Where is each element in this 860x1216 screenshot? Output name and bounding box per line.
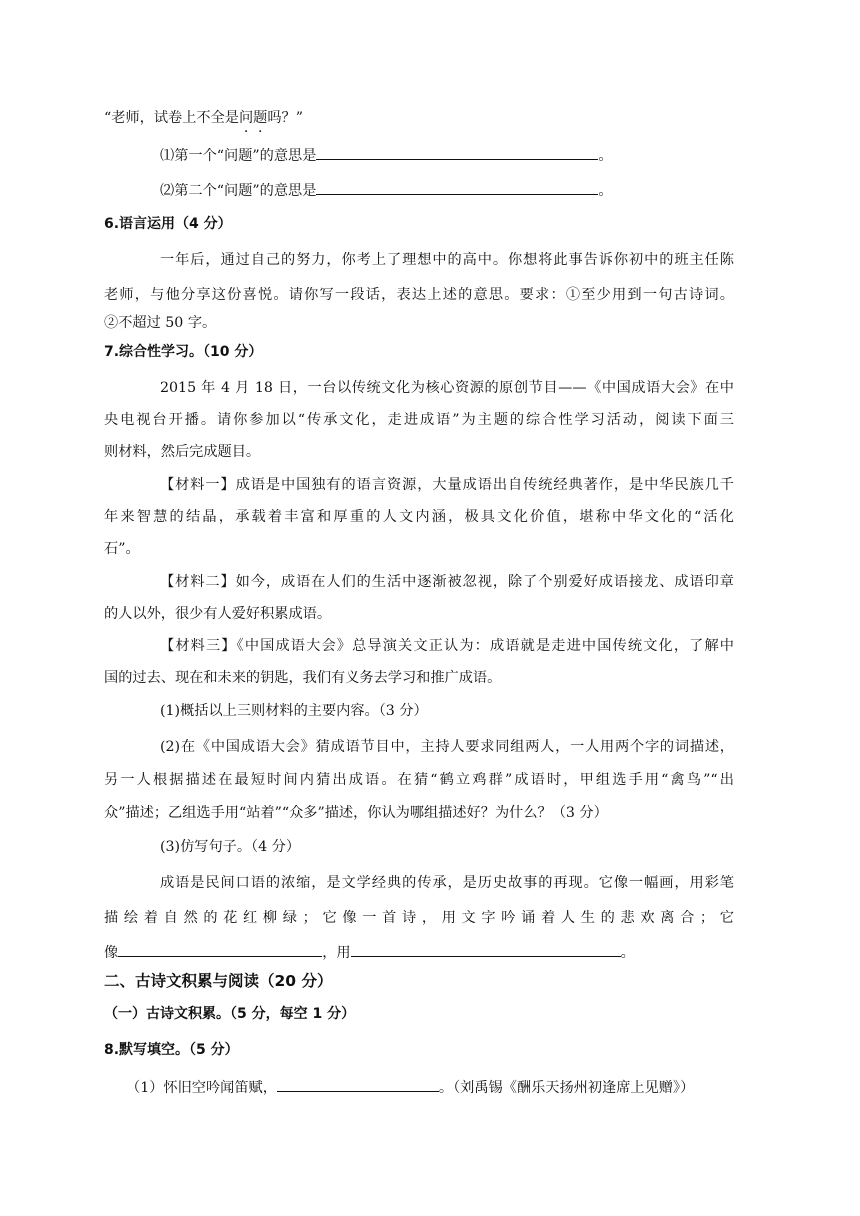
material3-line: 【材料三】《中国成语大会》总导演关文正认为：成语就是走进中国传统文化，了解中 — [160, 638, 734, 654]
q6-line: ②不超过 50 字。 — [104, 315, 217, 331]
q7-sub3-last — [104, 941, 635, 963]
q7-intro-line: 则材料，然后完成题目。 — [104, 444, 261, 460]
dotted-char: 题 — [253, 110, 268, 126]
q5-1 — [160, 144, 613, 166]
answer-blank[interactable] — [316, 179, 598, 195]
quote-line — [104, 108, 303, 128]
sub3-mid: ，用 — [322, 945, 351, 961]
answer-blank[interactable] — [118, 941, 322, 957]
section2-heading: 二、古诗文积累与阅读（20 分） — [104, 972, 333, 990]
q8-1 — [126, 1076, 694, 1098]
q8-1-end: 。（刘禹锡《酬乐天扬州初逢席上见赠》） — [438, 1080, 695, 1096]
sub3-start: 像 — [104, 945, 119, 961]
q7-sub1: (1)概括以上三则材料的主要内容。（3 分） — [160, 703, 428, 719]
q6-line: 一年后，通过自己的努力，你考上了理想中的高中。你想将此事告诉你初中的班主任陈 — [160, 252, 734, 268]
dotted-char: 问 — [238, 110, 254, 126]
quote-before: “老师，试卷上不全是 — [104, 110, 239, 126]
sub3-end: 。 — [620, 945, 635, 961]
q8-heading: 8.默写填空。（5 分） — [104, 1042, 239, 1058]
q5-1-end: 。 — [598, 148, 613, 164]
answer-blank[interactable] — [277, 1076, 439, 1092]
q5-2-label: ⑵第二个“问题”的意思是 — [160, 183, 317, 199]
q7-sub3-line: 成语是民间口语的浓缩，是文学经典的传承，是历史故事的再现。它像一幅画，用彩笔 — [160, 875, 734, 891]
q5-2 — [160, 179, 613, 201]
q7-sub3-line: 描绘着自然的花红柳绿；它像一首诗，用文字吟诵着人生的悲欢离合；它 — [104, 910, 734, 926]
material3-line: 国的过去、现在和未来的钥匙，我们有义务去学习和推广成语。 — [104, 670, 502, 686]
q7-intro-line: 央电视台开播。请你参加以“传承文化，走进成语”为主题的综合性学习活动，阅读下面三 — [104, 412, 734, 428]
section2-subheading: （一）古诗文积累。（5 分，每空 1 分） — [104, 1006, 356, 1022]
material1-line: 年来智慧的结晶，承载着丰富和厚重的人文内涵，极具文化价值，堪称中华文化的“活化 — [104, 509, 734, 525]
q7-sub2-line: (2)在《中国成语大会》猜成语节目中，主持人要求同组两人，一人用两个字的词描述， — [160, 739, 734, 755]
material1-line: 【材料一】成语是中国独有的语言资源，大量成语出自传统经典著作，是中华民族几千 — [160, 477, 734, 493]
q7-sub3: (3)仿写句子。（4 分） — [160, 839, 301, 855]
material2-line: 【材料二】如今，成语在人们的生活中逐渐被忽视，除了个别爱好成语接龙、成语印章 — [160, 574, 734, 590]
q6-heading: 6.语言运用（4 分） — [104, 216, 232, 232]
material1-line: 石”。 — [104, 541, 140, 557]
q5-2-end: 。 — [598, 183, 613, 199]
answer-blank[interactable] — [351, 941, 621, 957]
material2-line: 的人以外，很少有人爱好积累成语。 — [104, 606, 332, 622]
quote-after: 吗？” — [267, 110, 303, 126]
q7-sub2-line: 另一人根据描述在最短时间内猜出成语。在猜“鹤立鸡群”成语时，甲组选手用“禽鸟”“出 — [104, 772, 734, 788]
q5-1-label: ⑴第一个“问题”的意思是 — [160, 148, 317, 164]
q7-heading: 7.综合性学习。（10 分） — [104, 344, 263, 360]
q7-intro-line: 2015 年 4 月 18 日，一台以传统文化为核心资源的原创节目——《中国成语大会》在中 — [160, 380, 734, 396]
q7-sub2-line: 众”描述；乙组选手用“站着”“众多”描述，你认为哪组描述好？为什么？（3 分） — [104, 805, 608, 821]
answer-blank[interactable] — [316, 144, 598, 160]
q6-line: 老师，与他分享这份喜悦。请你写一段话，表达上述的意思。要求：①至少用到一句古诗词。 — [104, 287, 734, 303]
q8-1-label: （1）怀旧空吟闻笛赋， — [126, 1080, 277, 1096]
